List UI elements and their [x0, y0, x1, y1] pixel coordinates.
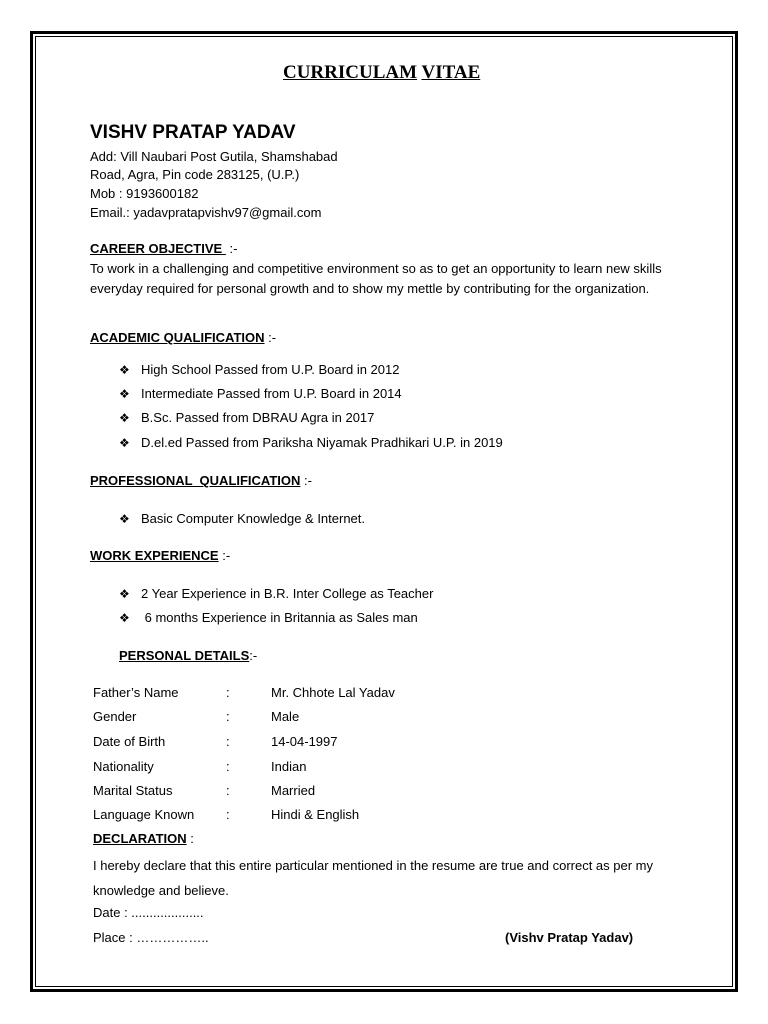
diamond-bullet-icon: ❖: [119, 363, 130, 377]
address-line-1: Add: Vill Naubari Post Gutila, Shamshabad: [90, 149, 338, 164]
academic-item: ❖ D.el.ed Passed from Pariksha Niyamak Pradhikari U.P. in 2019: [119, 435, 503, 450]
email-line: Email.: yadavpratapvishv97@gmail.com: [90, 205, 322, 220]
place-field: Place : ……………..: [93, 930, 209, 945]
diamond-bullet-icon: ❖: [119, 387, 130, 401]
personal-colon: :: [226, 734, 230, 749]
personal-label: Date of Birth: [93, 734, 166, 749]
career-objective-heading: CAREER OBJECTIVE :-: [90, 241, 238, 256]
diamond-bullet-icon: ❖: [119, 611, 130, 625]
personal-colon: :: [226, 685, 230, 700]
document-title: [0, 62, 768, 84]
personal-colon: :: [226, 759, 230, 774]
academic-item: ❖ High School Passed from U.P. Board in 2012: [119, 362, 400, 377]
professional-item: ❖ Basic Computer Knowledge & Internet.: [119, 511, 366, 526]
mobile-line: Mob : 9193600182: [90, 186, 199, 201]
academic-item: ❖ B.Sc. Passed from DBRAU Agra in 2017: [119, 410, 375, 425]
personal-details-heading: PERSONAL DETAILS:-: [119, 648, 258, 663]
work-item: ❖ 6 months Experience in Britannia as Sales man: [119, 610, 418, 625]
diamond-bullet-icon: ❖: [119, 512, 130, 526]
personal-label: Nationality: [93, 759, 154, 774]
address-line-2: Road, Agra, Pin code 283125, (U.P.): [90, 167, 300, 182]
declaration-heading: DECLARATION :: [93, 831, 194, 846]
personal-value: Mr. Chhote Lal Yadav: [271, 685, 395, 700]
diamond-bullet-icon: ❖: [119, 411, 130, 425]
personal-value: Indian: [271, 759, 307, 774]
personal-label: Father’s Name: [93, 685, 179, 700]
academic-item: ❖ Intermediate Passed from U.P. Board in 2014: [119, 386, 402, 401]
personal-label: Gender: [93, 709, 137, 724]
diamond-bullet-icon: ❖: [119, 587, 130, 601]
personal-value: 14-04-1997: [271, 734, 338, 749]
work-experience-heading: WORK EXPERIENCE :-: [90, 548, 231, 563]
applicant-name: VISHV PRATAP YADAV: [90, 122, 296, 143]
personal-label: Marital Status: [93, 783, 173, 798]
personal-colon: :: [226, 709, 230, 724]
title-word-2: VITAE: [421, 62, 481, 83]
personal-colon: :: [226, 807, 230, 822]
signature-name: (Vishv Pratap Yadav): [505, 930, 634, 945]
declaration-text: I hereby declare that this entire particular mentioned in the resume are true and correct as per my knowledge and believe.: [93, 858, 654, 898]
personal-value: Male: [271, 709, 300, 724]
date-field: Date : ....................: [93, 905, 204, 920]
personal-colon: :: [226, 783, 230, 798]
title-word-1: CURRICULAM: [282, 62, 418, 83]
academic-heading: ACADEMIC QUALIFICATION :-: [90, 330, 277, 345]
professional-heading: PROFESSIONAL QUALIFICATION :-: [90, 473, 312, 488]
personal-value: Hindi & English: [271, 807, 360, 822]
personal-label: Language Known: [93, 807, 195, 822]
work-item: ❖ 2 Year Experience in B.R. Inter College as Teacher: [119, 586, 434, 601]
career-objective-text: To work in a challenging and competitive environment so as to get an opportunity to learn new skills everyday required for personal growth and to show my mettle by contributing for the organization.: [90, 261, 662, 296]
diamond-bullet-icon: ❖: [119, 436, 130, 450]
personal-value: Married: [271, 783, 316, 798]
